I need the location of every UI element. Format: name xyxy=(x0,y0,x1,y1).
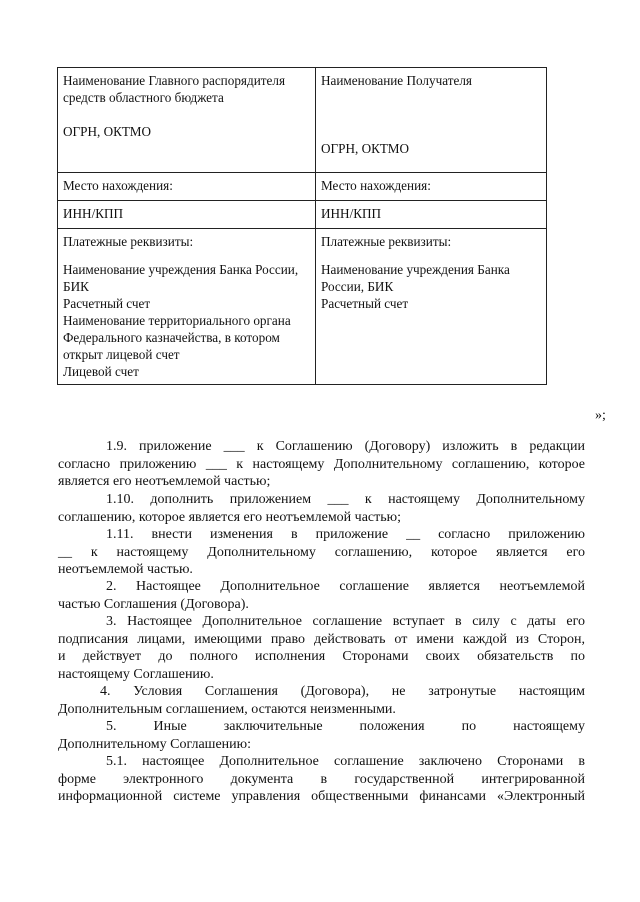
text-line: 5. Иные заключительные положения по настоящему xyxy=(106,719,585,734)
payment-line: Лицевой счет xyxy=(63,364,139,379)
paragraph-1-10 xyxy=(58,491,585,526)
inn-kpp-left: ИНН/КПП xyxy=(58,201,316,229)
paragraph-1-9 xyxy=(58,438,585,491)
payment-line: Наименование территориального органа Федерального казначейства, в котором открыт лицевой счет xyxy=(63,313,291,362)
table-row xyxy=(58,173,547,201)
text-line: __ к настоящему Дополнительному соглашению, которое является его xyxy=(58,544,585,560)
recipient-title: Наименование Получателя xyxy=(321,73,472,88)
text-line: 1.9. приложение ___ к Соглашению (Договору) изложить в редакции xyxy=(106,439,585,454)
table-row xyxy=(58,201,547,229)
paragraph-3 xyxy=(58,613,585,683)
paragraph-5 xyxy=(58,718,585,753)
payment-line: Наименование учреждения Банка России, БИК xyxy=(63,262,299,294)
chief-manager-cell xyxy=(58,68,316,173)
text-line: неотъемлемой частью. xyxy=(58,562,193,578)
text-line: 2. Настоящее Дополнительное соглашение является неотъемлемой xyxy=(106,579,585,594)
payment-heading-right: Платежные реквизиты: xyxy=(321,234,452,249)
recipient-cell xyxy=(316,68,547,173)
text-line: подписания лицами, имеющими право действовать от имени каждой из Сторон, xyxy=(58,631,585,647)
text-line: и действует до полного исполнения Сторонами своих обязательств по xyxy=(58,649,585,665)
text-line: соглашению, которое является его неотъемлемой частью; xyxy=(58,509,401,525)
table-row xyxy=(58,229,547,385)
text-line: является его неотъемлемой частью; xyxy=(58,474,271,490)
table-row xyxy=(58,68,547,173)
closing-quote: »; xyxy=(595,408,606,423)
chief-manager-title: Наименование Главного распорядителя средств областного бюджета xyxy=(63,73,286,105)
text-line: 4. Условия Соглашения (Договора), не затронутые настоящим xyxy=(100,684,585,699)
text-line: частью Соглашения (Договора). xyxy=(58,596,249,612)
text-line: 1.11. внести изменения в приложение __ согласно приложению xyxy=(106,527,585,542)
payment-line: Наименование учреждения Банка России, БИК xyxy=(321,262,510,294)
text-line: 5.1. настоящее Дополнительное соглашение заключено Сторонами в xyxy=(106,754,585,769)
payment-heading-left: Платежные реквизиты: xyxy=(63,234,194,249)
text-line: информационной системе управления общественными финансами «Электронный xyxy=(58,789,585,805)
text-line: настоящему Соглашению. xyxy=(58,666,214,682)
text-line: 1.10. дополнить приложением ___ к настоящему Дополнительному xyxy=(106,492,585,507)
text-line: Дополнительному Соглашению: xyxy=(58,736,252,752)
inn-kpp-right: ИНН/КПП xyxy=(316,201,547,229)
requisites-table xyxy=(57,67,547,385)
recipient-ogrn: ОГРН, ОКТМО xyxy=(321,141,410,156)
paragraph-5-1 xyxy=(58,753,585,806)
address-right: Место нахождения: xyxy=(316,173,547,201)
paragraph-1-11 xyxy=(58,526,585,579)
payment-line: Расчетный счет xyxy=(321,296,409,311)
paragraph-4 xyxy=(58,683,585,718)
text-line: согласно приложению ___ к настоящему Дополнительному соглашению, которое xyxy=(58,456,585,472)
address-left: Место нахождения: xyxy=(58,173,316,201)
chief-manager-ogrn: ОГРН, ОКТМО xyxy=(63,124,152,139)
payment-line: Расчетный счет xyxy=(63,296,151,311)
paragraph-2 xyxy=(58,578,585,613)
text-line: форме электронного документа в государственной интегрированной xyxy=(58,771,585,787)
payment-details-left xyxy=(58,229,316,385)
payment-details-right xyxy=(316,229,547,385)
text-line: Дополнительным соглашением, остаются неизменными. xyxy=(58,701,396,717)
text-line: 3. Настоящее Дополнительное соглашение вступает в силу с даты его xyxy=(106,614,585,629)
